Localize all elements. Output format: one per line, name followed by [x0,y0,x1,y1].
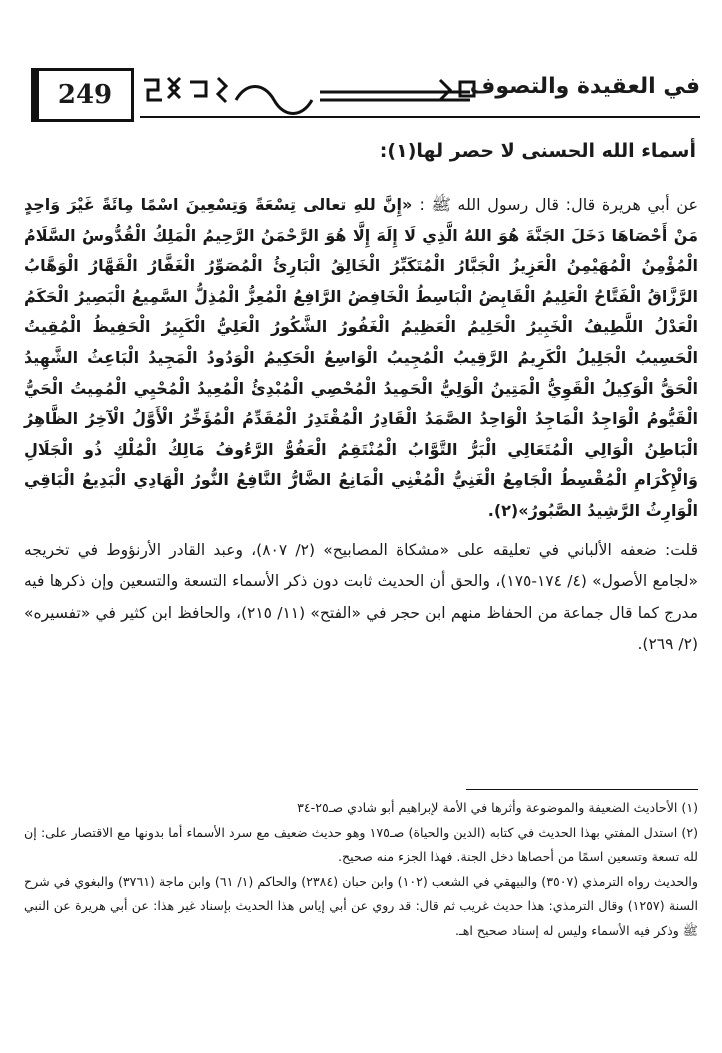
section-heading: أسماء الله الحسنى لا حصر لها(١): [379,140,696,162]
footnote-divider [466,789,698,790]
footnote-1: (١) الأحاديث الضعيفة والموضوعة وأثرها في الأمة لإبراهيم أبو شادي صـ٢٥-٣٤ [297,800,698,815]
footnotes [24,796,698,943]
running-title: في العقيدة والتصوف [469,74,700,99]
decorative-ornament-icon [140,70,500,116]
footnote-2: (٢) استدل المفتي بهذا الحديث في كتابه (الدين والحياة) صـ١٧٥ وهو حديث ضعيف مع سرد الأسماء أما بدونها مع الاقتصار على: إن لله تسعة وتسعين اسمًا من أحصاها دخل الجنة. فهذا الجزء منه صحيح. [24,824,698,864]
hadith-paragraph [24,190,698,527]
header-rule [140,116,700,118]
page-header [28,60,700,118]
main-text [24,190,698,661]
page-number: 249 [36,68,134,122]
hadith-intro: عن أبي هريرة قال: قال رسول الله ﷺ : [419,195,699,214]
footnote-2-continued: والحديث رواه الترمذي (٣٥٠٧) والبيهقي في الشعب (١٠٢) وابن حبان (٢٣٨٤) والحاكم (١/ ٦١) وابن ماجة (٣٧٦١) والبغوي في شرح السنة (١٢٥٧) وقال الترمذي: هذا حديث غريب ثم قال: قد روي عن أبي إياس هذا الحديث بإسناد غير هذا: عن أبي هريرة عن النبي ﷺ وذكر فيه الأسماء وليس له إسناد صحيح اهـ. [24,873,699,938]
commentary-paragraph: قلت: ضعفه الألباني في تعليقه على «مشكاة المصابيح» (٢/ ٨٠٧)، وعبد القادر الأرنؤوط في تخريجه «لجامع الأصول» (٤/ ١٧٤-١٧٥)، والحق أن الحديث ثابت دون ذكر الأسماء التسعة والتسعين وإن ذكرها فيه مدرج كما قال جماعة من الحفاظ منهم ابن حجر في «الفتح» (١١/ ٢١٥)، والحافظ ابن كثير في «تفسيره» (٢/ ٢٦٩). [24,540,699,654]
hadith-text: «إِنَّ للهِ تعالى تِسْعَةً وَتِسْعِينَ اسْمًا مِائَةً غَيْرَ وَاحِدٍ مَنْ أَحْصَاهَا دَخَلَ الجَنَّةَ هُوَ اللهُ الَّذِي لَا إِلَهَ إِلَّا هُوَ الرَّحْمَنُ الرَّحِيمُ الْمَلِكُ الْقُدُّوسُ السَّلَامُ الْمُؤْمِنُ الْمُهَيْمِنُ الْعَزِيزُ الْجَبَّارُ الْمُتَكَبِّرُ الْخَالِقُ الْبَارِئُ الْمُصَوِّرُ الْغَفَّارُ الْقَهَّارُ الْوَهَّابُ الرَّزَّاقُ الْفَتَّاحُ الْعَلِيمُ الْقَابِضُ الْبَاسِطُ الْخَافِضُ الرَّافِعُ الْمُعِزُّ الْمُذِلُّ السَّمِيعُ الْبَصِيرُ الْحَكَمُ الْعَدْلُ اللَّطِيفُ الْخَبِيرُ الْحَلِيمُ الْعَظِيمُ الْغَفُورُ الشَّكُورُ الْعَلِيُّ الْكَبِيرُ الْحَفِيظُ الْمُقِيتُ الْحَسِيبُ الْجَلِيلُ الْكَرِيمُ الرَّقِيبُ الْمُجِيبُ الْوَاسِعُ الْحَكِيمُ الْوَدُودُ الْمَجِيدُ الْبَاعِثُ الشَّهِيدُ الْحَقُّ الْوَكِيلُ الْقَوِيُّ الْمَتِينُ الْوَلِيُّ الْحَمِيدُ الْمُحْصِي الْمُبْدِئُ الْمُعِيدُ الْمُحْيِي الْمُمِيتُ الْحَيُّ الْقَيُّومُ الْوَاجِدُ الْمَاجِدُ الْوَاحِدُ الصَّمَدُ الْقَادِرُ الْمُقْتَدِرُ الْمُقَدِّمُ الْمُؤَخِّرُ الْأَوَّلُ الْآخِرُ الظَّاهِرُ الْبَاطِنُ الْوَالِي الْمُتَعَالِي الْبَرُّ التَّوَّابُ الْمُنْتَقِمُ الْعَفُوُّ الرَّءُوفُ مَالِكُ الْمُلْكِ ذُو الْجَلَالِ وَالْإِكْرَامِ الْمُقْسِطُ الْجَامِعُ الْغَنِيُّ الْمُغْنِي الْمَانِعُ الضَّارُّ النَّافِعُ النُّورُ الْهَادِي الْبَدِيعُ الْبَاقِي الْوَارِثُ الرَّشِيدُ الصَّبُورُ»(٢). [24,195,698,520]
